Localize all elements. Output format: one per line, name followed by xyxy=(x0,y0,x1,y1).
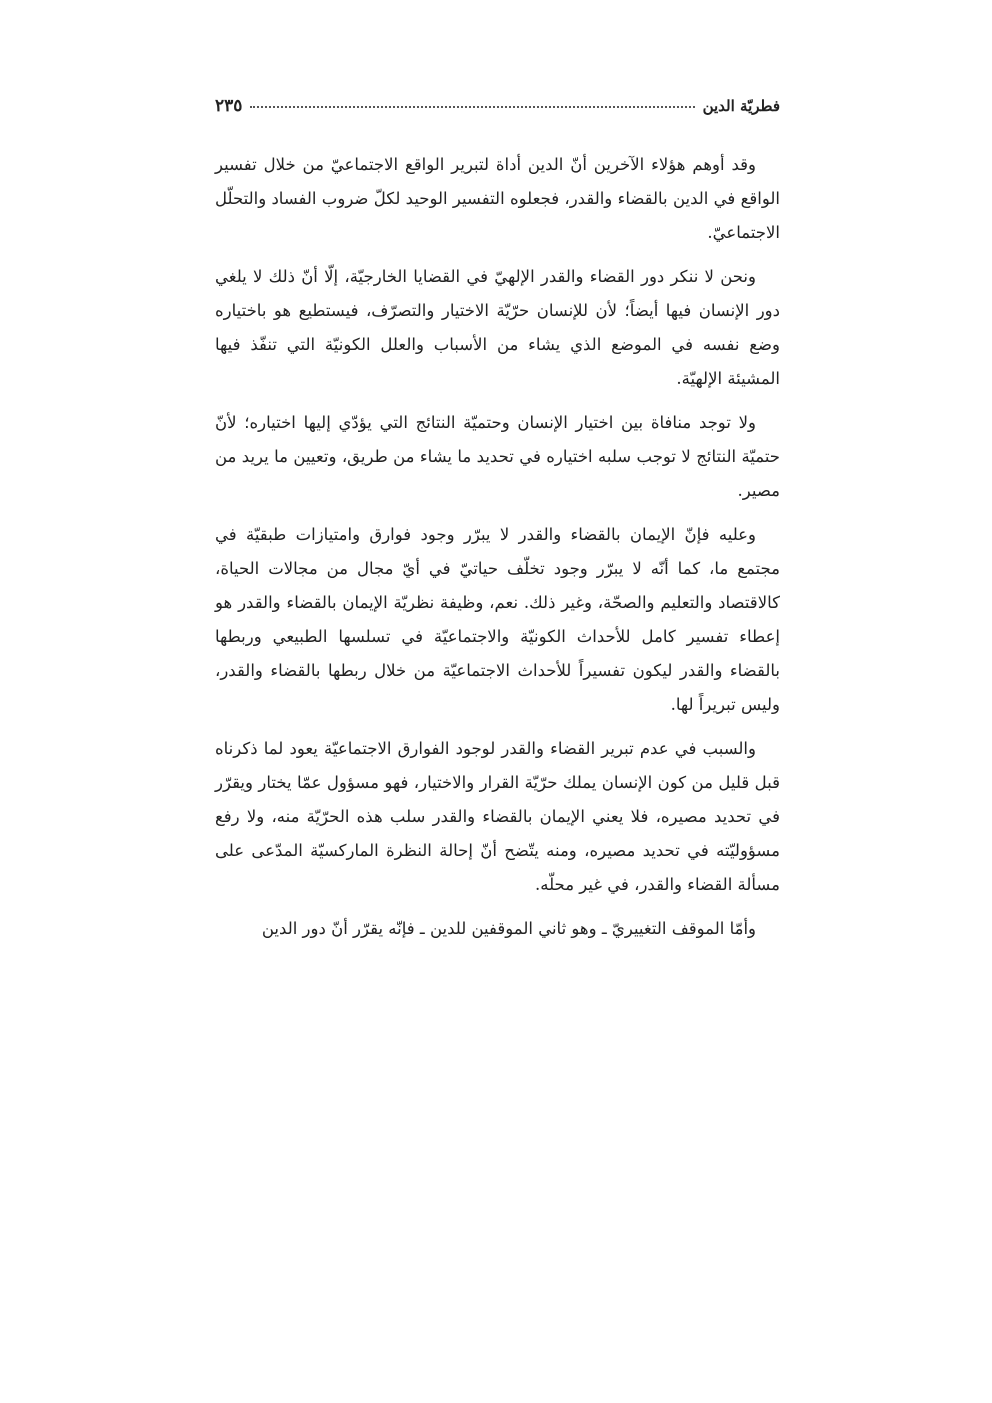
paragraph: وأمّا الموقف التغييريّ ـ وهو ثاني الموقفين للدين ـ فإنّه يقرّر أنّ دور الدين xyxy=(261,919,756,938)
running-header xyxy=(215,96,780,134)
running-header-title: فطريّة الدين xyxy=(702,97,780,115)
book-page xyxy=(215,96,780,956)
paragraph: وقد أوهم هؤلاء الآخرين أنّ الدين أداة لتبرير الواقع الاجتماعيّ من خلال تفسير الواقع في الدين بالقضاء والقدر، فجعلوه التفسير الوحيد لكلّ ضروب الفساد والتحلّل الاجتماعيّ. xyxy=(215,155,780,242)
dot-leader xyxy=(250,106,694,108)
paragraph: والسبب في عدم تبرير القضاء والقدر لوجود الفوارق الاجتماعيّة يعود لما ذكرناه قبل قليل من كون الإنسان يملك حرّيّة القرار والاختيار، فهو مسؤول عمّا يختار ويقرّر في تحديد مصيره، فلا يعني الإيمان بالقضاء والقدر سلب هذه الحرّيّة منه، ولا رفع مسؤوليّته في تحديد مصيره، ومنه يتّضح أنّ إحالة النظرة الماركسيّة المدّعى على مسألة القضاء والقدر، في غير محلّه. xyxy=(215,739,780,894)
paragraph: ونحن لا ننكر دور القضاء والقدر الإلهيّ في القضايا الخارجيّة، إلّا أنّ ذلك لا يلغي دور الإنسان فيها أيضاً؛ لأن للإنسان حرّيّة الاختيار والتصرّف، فيستطيع هو باختياره وضع نفسه في الموضع الذي يشاء من الأسباب والعلل الكونيّة التي تنفّذ فيها المشيئة الإلهيّة. xyxy=(215,267,780,388)
paragraph: وعليه فإنّ الإيمان بالقضاء والقدر لا يبرّر وجود فوارق وامتيازات طبقيّة في مجتمع ما، كما أنّه لا يبرّر وجود تخلّف حياتيّ في أيّ مجال من مجالات الحياة، كالاقتصاد والتعليم والصحّة، وغير ذلك. نعم، وظيفة نظريّة الإيمان بالقضاء والقدر هو إعطاء تفسير كامل للأحداث الكونيّة والاجتماعيّة في تسلسها الطبيعي وربطها بالقضاء والقدر ليكون تفسيراً للأحداث الاجتماعيّة من خلال ربطها بالقضاء والقدر، وليس تبريراً لها. xyxy=(215,525,780,714)
body-text xyxy=(215,148,780,946)
paragraph: ولا توجد منافاة بين اختيار الإنسان وحتميّة النتائج التي يؤدّي إليها اختياره؛ لأنّ حتميّة النتائج لا توجب سلبه اختياره في تحديد ما يشاء من طريق، وتعيين ما يريد من مصير. xyxy=(215,413,780,500)
page-number: ٢٣٥ xyxy=(215,96,243,116)
